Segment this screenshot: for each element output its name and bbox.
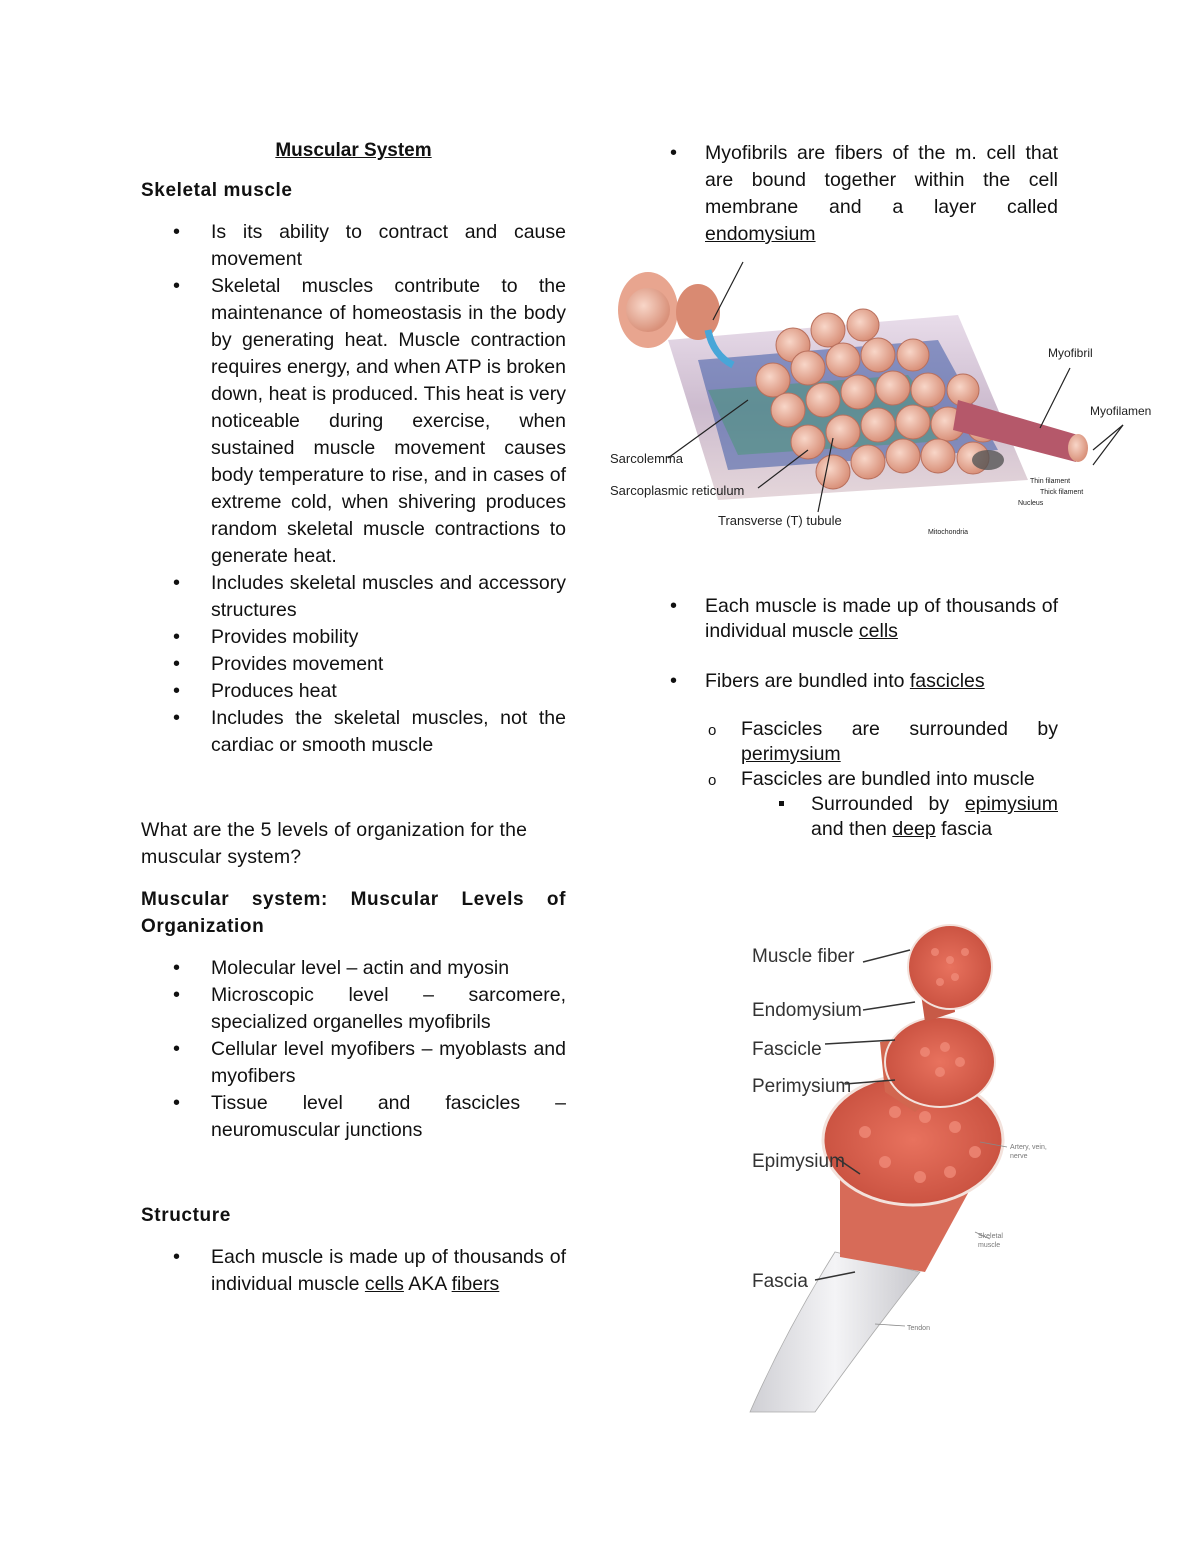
epimysium-term: epimysium bbox=[964, 793, 1058, 815]
list-item: • Includes the skeletal muscles, not the cardiac or smooth muscle bbox=[141, 705, 566, 759]
cells-term: cells bbox=[364, 1273, 404, 1295]
levels-question: What are the 5 levels of organization for the muscular system? bbox=[141, 819, 528, 868]
levels-heading: Muscular system: Muscular Levels of Organization bbox=[141, 889, 566, 937]
label-artery: Artery, vein, bbox=[1010, 1144, 1047, 1151]
label-nucleus: Nucleus bbox=[1018, 500, 1044, 507]
page-title: Muscular System bbox=[275, 140, 432, 161]
list-item: • Tissue level and fascicles – neuromuscular junctions bbox=[141, 1090, 566, 1144]
structure-heading: Structure bbox=[141, 1205, 231, 1226]
label-nerve: nerve bbox=[1010, 1153, 1028, 1160]
label-perimysium: Perimysium bbox=[752, 1076, 852, 1097]
label-thin-filament: Thin filament bbox=[1030, 478, 1071, 485]
label-tendon: Tendon bbox=[907, 1325, 930, 1332]
fascicles-term: fascicles bbox=[909, 670, 985, 692]
muscle-fiber-diagram bbox=[608, 250, 1168, 540]
right-column bbox=[670, 140, 1058, 248]
fibers-term: fibers bbox=[451, 1273, 500, 1295]
list-item: • Provides movement bbox=[141, 651, 566, 678]
levels-list bbox=[141, 955, 566, 1144]
label-t-tubule: Transverse (T) tubule bbox=[718, 513, 842, 528]
label-myofilament: Myofilamen bbox=[1090, 404, 1152, 418]
label-muscle: muscle bbox=[978, 1242, 1001, 1249]
skeletal-muscle-heading: Skeletal muscle bbox=[141, 180, 293, 201]
muscle-organization-diagram bbox=[745, 912, 1075, 1417]
left-column bbox=[141, 140, 566, 1298]
myofibrils-list bbox=[670, 140, 1058, 248]
list-item: • Skeletal muscles contribute to the maintenance of homeostasis in the body by generating heat. Muscle contraction requires energy, and when ATP is broken down, heat is produced. This heat is very noticeable during exercise, when sustained muscle movement causes body temperature to rise, and in cases of extreme cold, when shivering produces random skeletal muscle contractions to generate heat. bbox=[141, 273, 566, 570]
label-epimysium: Epimysium bbox=[752, 1151, 845, 1172]
label-myofibril: Myofibril bbox=[1048, 346, 1093, 360]
label-fascicle: Fascicle bbox=[752, 1039, 822, 1060]
epimysium-sublist bbox=[635, 792, 1058, 842]
label-endomysium: Endomysium bbox=[752, 1000, 862, 1021]
label-sarcoplasmic-reticulum: Sarcoplasmic reticulum bbox=[610, 483, 745, 498]
list-item: • Provides mobility bbox=[141, 624, 566, 651]
list-item: • Is its ability to contract and cause movement bbox=[141, 219, 566, 273]
label-thick-filament: Thick filament bbox=[1040, 489, 1084, 496]
list-item: • Molecular level – actin and myosin bbox=[141, 955, 566, 982]
list-item: • Produces heat bbox=[141, 678, 566, 705]
endomysium-term: endomysium bbox=[705, 223, 816, 245]
deep-term: deep bbox=[892, 818, 936, 840]
cells-term: cells bbox=[858, 620, 898, 642]
skeletal-muscle-list bbox=[141, 219, 566, 759]
list-item: o Fascicles are surrounded by perimysium bbox=[635, 717, 1058, 767]
perimysium-term: perimysium bbox=[741, 743, 841, 765]
label-fascia: Fascia bbox=[752, 1271, 808, 1292]
label-skeletal: Skeletal bbox=[978, 1233, 1003, 1240]
list-item: • Myofibrils are fibers of the m. cell that are bound together within the cell membrane and a layer called endomysium bbox=[670, 140, 1058, 248]
label-muscle-fiber: Muscle fiber bbox=[752, 946, 855, 967]
each-muscle-list bbox=[670, 594, 1058, 644]
structure-list bbox=[141, 1244, 566, 1298]
list-item: • Microscopic level – sarcomere, specialized organelles myofibrils bbox=[141, 982, 566, 1036]
list-item: o Fascicles are bundled into muscle bbox=[635, 767, 1058, 792]
list-item: • Cellular level myofibers – myoblasts and myofibers bbox=[141, 1036, 566, 1090]
list-item: • Includes skeletal muscles and accessory structures bbox=[141, 570, 566, 624]
fascicles-sublist bbox=[635, 717, 1058, 792]
list-item: • Each muscle is made up of thousands of individual muscle cells bbox=[670, 594, 1058, 644]
list-item: Surrounded by epimysium and then deep fascia bbox=[635, 792, 1058, 842]
label-sarcolemma: Sarcolemma bbox=[610, 451, 683, 466]
label-mitochondria: Mitochondria bbox=[928, 529, 969, 536]
list-item: • Each muscle is made up of thousands of individual muscle cells AKA fibers bbox=[141, 1244, 566, 1298]
list-item: • Fibers are bundled into fascicles bbox=[670, 668, 1058, 695]
fibers-list bbox=[670, 668, 1058, 695]
right-column-lower bbox=[670, 594, 1058, 842]
